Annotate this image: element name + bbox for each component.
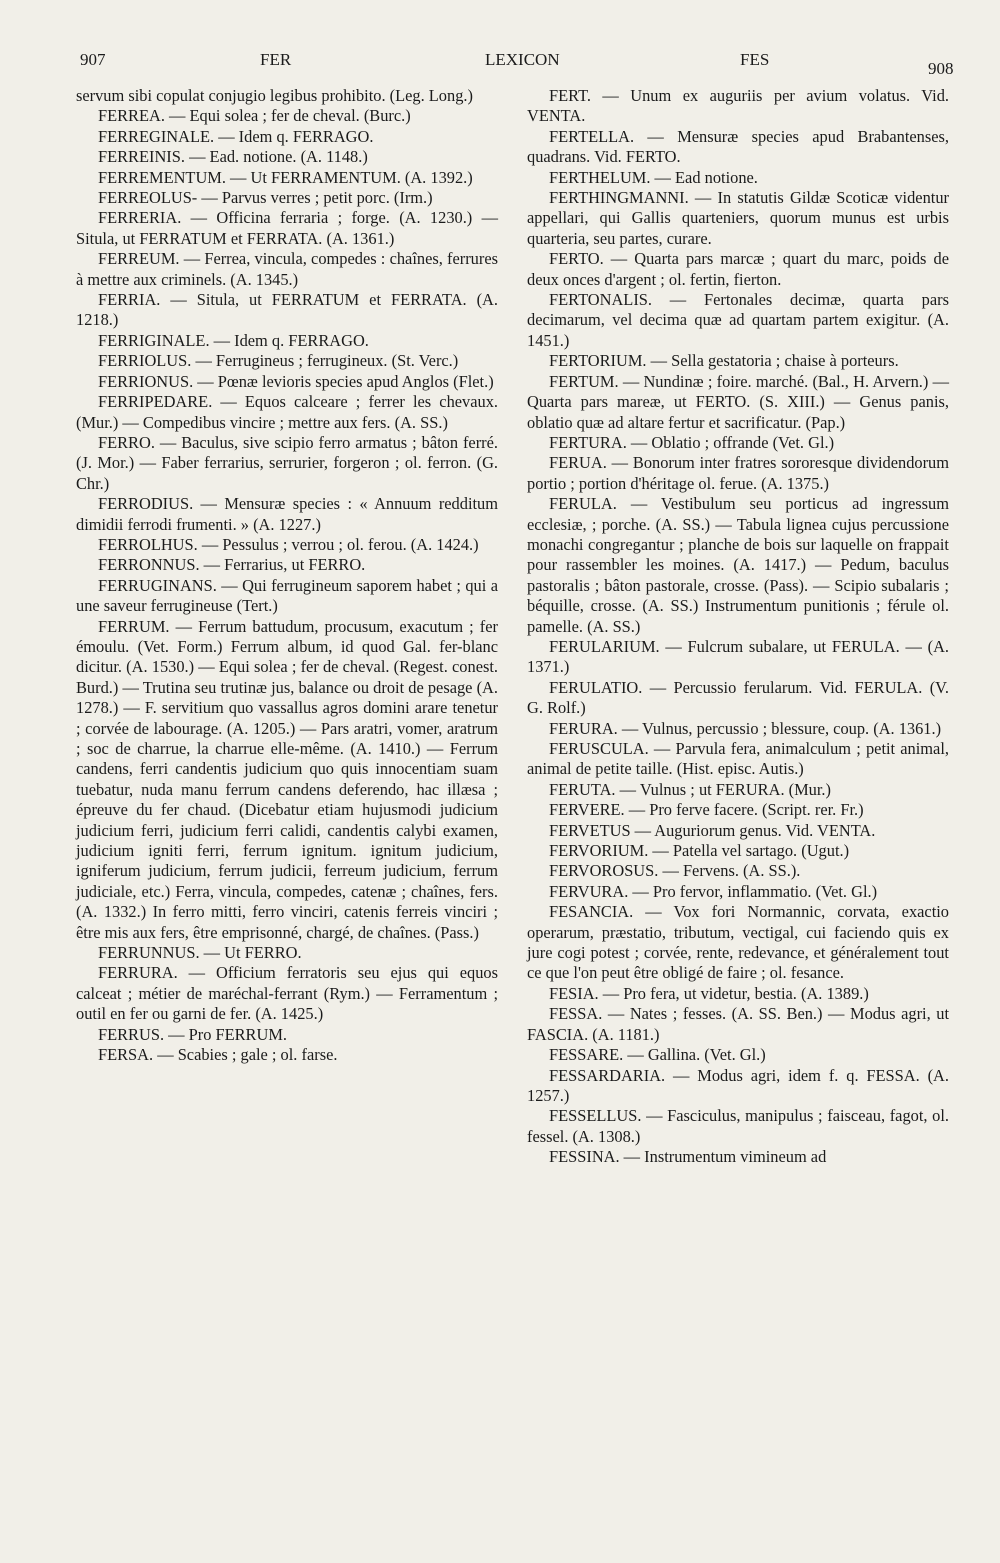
dictionary-entry: FERREMENTUM. — Ut FERRAMENTUM. (A. 1392.) — [98, 167, 473, 187]
dictionary-entry: FERTONALIS. — Fertonales decimæ, quarta pars decimarum, vel decima quæ ad quartam partem exigitur. (A. 1451.) — [527, 290, 949, 350]
dictionary-entry: FESANCIA. — Vox fori Normannic, corvata, exactio operarum, præstatio, tributum, vectigal, cui faciendo quis ex jure cogi potest ; corvée, rente, redevance, et généralement tout ce que l'on peut être obligé de faire ; ol. fesance. — [527, 902, 949, 983]
dictionary-entry: FERROLHUS. — Pessulus ; verrou ; ol. ferou. (A. 1424.) — [98, 534, 479, 554]
dictionary-entry: FERREINIS. — Ead. notione. (A. 1148.) — [98, 147, 368, 167]
page-number-right: 908 — [928, 59, 954, 78]
right-column — [527, 86, 949, 1168]
dictionary-entry: FERREGINALE. — Idem q. FERRAGO. — [98, 126, 374, 146]
dictionary-entry: FERTUM. — Nundinæ ; foire. marché. (Bal., H. Arvern.) — Quarta pars mareæ, ut FERTO. (S. XIII.) — Genus panis, oblatio quæ ad altare fertur et sacrificatur. (Pap.) — [527, 371, 949, 432]
dictionary-entry: FERRURA. — Officium ferratoris seu ejus qui equos calceat ; métier de maréchal-ferrant (Rym.) — Ferramentum ; outil en fer ou garni de fer. (A. 1425.) — [76, 963, 498, 1024]
dictionary-entry: FERVETUS — Auguriorum genus. Vid. VENTA. — [549, 820, 876, 840]
dictionary-entry: FERTURA. — Oblatio ; offrande (Vet. Gl.) — [549, 432, 835, 452]
running-header — [80, 50, 960, 78]
dictionary-entry: FERRIA. — Situla, ut FERRATUM et FERRATA. (A. 1218.) — [76, 290, 498, 330]
dictionary-entry: FERTORIUM. — Sella gestatoria ; chaise à porteurs. — [549, 351, 899, 371]
dictionary-entry: FERRIOLUS. — Ferrugineus ; ferrugineux. (St. Verc.) — [98, 351, 459, 371]
dictionary-entry: FERREOLUS- — Parvus verres ; petit porc. (Irm.) — [98, 188, 433, 208]
dictionary-entry: FERRONNUS. — Ferrarius, ut FERRO. — [98, 555, 366, 575]
dictionary-entry: FERULARIUM. — Fulcrum subalare, ut FERULA. — (A. 1371.) — [527, 636, 949, 677]
dictionary-entry: FERUSCULA. — Parvula fera, animalculum ; petit animal, animal de petite taille. (Hist. episc. Autis.) — [527, 739, 949, 779]
dictionary-entry: FERTHELUM. — Ead notione. — [549, 167, 758, 187]
dictionary-entry: servum sibi copulat conjugio legibus prohibito. (Leg. Long.) — [76, 86, 473, 105]
running-title: LEXICON — [485, 50, 560, 69]
dictionary-entry: FERRERIA. — Officina ferraria ; forge. (A. 1230.) — Situla, ut FERRATUM et FERRATA. (A. 1361.) — [76, 208, 498, 248]
dictionary-entry: FESIA. — Pro fera, ut videtur, bestia. (A. 1389.) — [549, 983, 869, 1003]
dictionary-entry: FERULATIO. — Percussio ferularum. Vid. FERULA. (V. G. Rolf.) — [527, 677, 949, 718]
dictionary-entry: FERVURA. — Pro fervor, inflammatio. (Vet. Gl.) — [549, 881, 878, 901]
dictionary-entry: FERRIGINALE. — Idem q. FERRAGO. — [98, 330, 369, 350]
dictionary-entry: FERRODIUS. — Mensuræ species : « Annuum redditum dimidii ferrodi frumenti. » (A. 1227.) — [76, 494, 498, 534]
dictionary-entry: FESSA. — Nates ; fesses. (A. SS. Ben.) — Modus agri, ut FASCIA. (A. 1181.) — [527, 1004, 949, 1044]
dictionary-entry: FERVORIUM. — Patella vel sartago. (Ugut.) — [549, 841, 850, 861]
dictionary-entry: FERVOROSUS. — Fervens. (A. SS.). — [549, 861, 801, 881]
dictionary-entry: FESSARE. — Gallina. (Vet. Gl.) — [549, 1045, 766, 1065]
dictionary-entry: FERTHINGMANNI. — In statutis Gildæ Scoticæ videntur appellari, qui Gallis quarteniers, quorum munus est urbis quarteria, seu partes, curare. — [527, 188, 949, 248]
dictionary-entry: FERREUM. — Ferrea, vincula, compedes : chaînes, ferrures à mettre aux criminels. (A. 1345.) — [76, 249, 498, 289]
dictionary-entry: FERRUM. — Ferrum battudum, procusum, exacutum ; fer émoulu. (Vet. Form.) Ferrum album, id quod Gal. fer-blanc dicitur. (A. 1530.) — Equi solea ; fer de cheval. (Regest. conest. Burd.) — Trutina seu trutinæ jus, balance ou droit de pesage (A. 1278.) — F. servitium quo vassallus agros domini arare tenetur ; corvée de labourage. (A. 1205.) — Pars aratri, vomer, aratrum ; soc de charrue, la charrue elle-même. (A. 1410.) — Ferrum candens, ferri candentis judicium quo quis innocentiam suam tuebatur, nuda manu ferrum candens deferendo, hac illæsa ; épreuve du fer chaud. (Dicebatur etiam hujusmodi judicium judicium ferri, judicium ferri calidi, candentis calybi examen, judicium igniti ferri, ferrum ignitum. ignitum judicium, igniferum judicium, ferrum judicii, ferreum judicium, ferrum judiciale, etc.) Ferra, vincula, compedes, catenæ ; chaînes, fers. (A. 1332.) In ferro mitti, ferro vinciri, catenis ferreis vinciri ; être mis aux fers, être emprisonné, chargé, de chaînes. (Pass.) — [76, 616, 498, 942]
guide-word-right: FES — [740, 50, 770, 69]
guide-word-left: FER — [260, 50, 292, 69]
dictionary-entry: FERRUS. — Pro FERRUM. — [98, 1024, 287, 1044]
dictionary-entry: FERRO. — Baculus, sive scipio ferro armatus ; bâton ferré. (J. Mor.) — Faber ferrarius, serrurier, forgeron ; ol. ferron. (G. Chr.) — [76, 432, 498, 493]
dictionary-entry: FESSELLUS. — Fasciculus, manipulus ; faisceau, fagot, ol. fessel. (A. 1308.) — [527, 1106, 949, 1146]
dictionary-entry: FERTO. — Quarta pars marcæ ; quart du marc, poids de deux onces d'argent ; ol. fertin, fierton. — [527, 249, 949, 289]
dictionary-entry: FERTELLA. — Mensuræ species apud Brabantenses, quadrans. Vid. FERTO. — [527, 126, 949, 167]
dictionary-entry: FERT. — Unum ex auguriis per avium volatus. Vid. VENTA. — [527, 86, 949, 126]
dictionary-entry: FERREA. — Equi solea ; fer de cheval. (Burc.) — [98, 106, 411, 126]
dictionary-entry: FERUTA. — Vulnus ; ut FERURA. (Mur.) — [549, 779, 831, 799]
dictionary-entry: FERRIPEDARE. — Equos calceare ; ferrer les chevaux. (Mur.) — Compedibus vincire ; mettre aux fers. (A. SS.) — [76, 392, 498, 432]
dictionary-entry: FERUA. — Bonorum inter fratres sororesque dividendorum portio ; portion d'héritage ol. ferue. (A. 1375.) — [527, 453, 949, 493]
dictionary-entry: FERULA. — Vestibulum seu porticus ad ingressum ecclesiæ, ; porche. (A. SS.) — Tabula lignea cujus percussione monachi congregantur ; planche de bois sur laquelle on frappait pour rassembler les moines. (A. 1417.) — Pedum, baculus pastoralis ; bâton pastorale, crosse. (Pass). — Scipio subalaris ; béquille, crosse. (A. SS.) Instrumentum punitionis ; férule ol. pamelle. (A. SS.) — [527, 494, 949, 636]
dictionary-entry: FERSA. — Scabies ; gale ; ol. farse. — [98, 1045, 338, 1065]
page-number-left: 907 — [80, 50, 106, 69]
dictionary-entry: FERURA. — Vulnus, percussio ; blessure, coup. (A. 1361.) — [549, 718, 942, 738]
dictionary-entry: FESSARDARIA. — Modus agri, idem f. q. FESSA. (A. 1257.) — [527, 1065, 949, 1105]
dictionary-entry: FERRUNNUS. — Ut FERRO. — [98, 943, 302, 963]
dictionary-entry: FERVERE. — Pro ferve facere. (Script. rer. Fr.) — [549, 800, 864, 820]
left-column — [76, 86, 498, 1066]
dictionary-entry: FERRIONUS. — Pœnæ levioris species apud Anglos (Flet.) — [98, 371, 494, 391]
dictionary-entry: FERRUGINANS. — Qui ferrugineum saporem habet ; qui a une saveur ferrugineuse (Tert.) — [76, 575, 498, 616]
dictionary-entry: FESSINA. — Instrumentum vimineum ad — [549, 1147, 827, 1167]
